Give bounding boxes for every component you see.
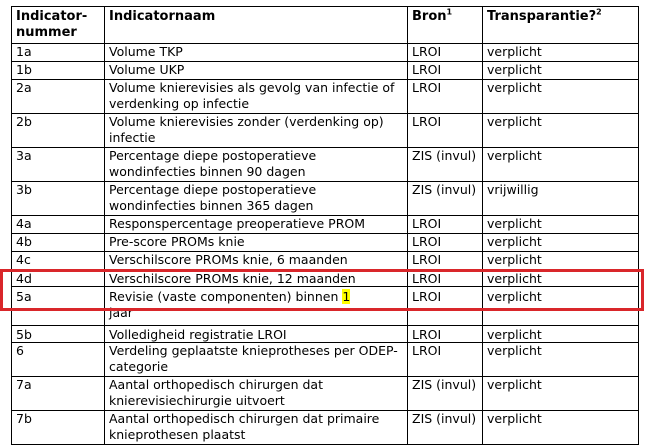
cell-transparency-text: verplicht bbox=[487, 327, 542, 342]
cell-name-post: jaar bbox=[109, 305, 133, 320]
cell-source: LROI bbox=[408, 44, 483, 62]
cell-source bbox=[408, 326, 483, 343]
table-row bbox=[12, 326, 639, 343]
cell-source: ZIS (invul) bbox=[408, 411, 483, 445]
header-source bbox=[408, 7, 483, 44]
cell-number bbox=[12, 270, 105, 287]
table-row bbox=[12, 234, 639, 252]
cell-transparency: verplicht bbox=[483, 343, 639, 377]
cell-name: Aantal orthopedisch chirurgen dat primaire knieprothesen plaatst bbox=[105, 411, 408, 445]
cell-transparency bbox=[483, 270, 639, 287]
table-row bbox=[12, 216, 639, 234]
cell-transparency: verplicht bbox=[483, 234, 639, 252]
cell-source: LROI bbox=[408, 80, 483, 114]
cell-name: Verschilscore PROMs knie, 6 maanden bbox=[105, 252, 408, 270]
table-row bbox=[12, 114, 639, 148]
cell-source: ZIS (invul) bbox=[408, 148, 483, 182]
cell-number: 5a bbox=[12, 287, 105, 326]
cell-source: LROI bbox=[408, 287, 483, 326]
cell-number: 6 bbox=[12, 343, 105, 377]
cell-name bbox=[105, 287, 408, 326]
cell-name: Volume knierevisies als gevolg van infectie of verdenking op infectie bbox=[105, 80, 408, 114]
cell-transparency: verplicht bbox=[483, 44, 639, 62]
cell-number-text: 5b bbox=[16, 327, 32, 342]
cell-name bbox=[105, 270, 408, 287]
table-row bbox=[12, 182, 639, 216]
cell-number: 7b bbox=[12, 411, 105, 445]
header-row bbox=[12, 7, 639, 44]
cell-number: 1b bbox=[12, 62, 105, 80]
header-transparency-label: Transparantie? bbox=[487, 9, 597, 24]
cell-source: LROI bbox=[408, 234, 483, 252]
cell-transparency: verplicht bbox=[483, 62, 639, 80]
cell-source-text: LROI bbox=[412, 271, 442, 286]
table-row bbox=[12, 270, 639, 287]
cell-name: Volume TKP bbox=[105, 44, 408, 62]
header-source-footnote: 1 bbox=[446, 7, 453, 17]
cell-number: 2b bbox=[12, 114, 105, 148]
cell-number: 4a bbox=[12, 216, 105, 234]
highlighted-text: 1 bbox=[342, 289, 351, 304]
cell-number: 4c bbox=[12, 252, 105, 270]
cell-source: LROI bbox=[408, 62, 483, 80]
header-indicator-number: Indicator- nummer bbox=[12, 7, 105, 44]
cell-number: 4b bbox=[12, 234, 105, 252]
table-row-highlighted bbox=[12, 287, 639, 326]
cell-name: Aantal orthopedisch chirurgen dat knierevisiechirurgie uitvoert bbox=[105, 377, 408, 411]
cell-name-pre: Revisie (vaste componenten) binnen bbox=[109, 289, 343, 304]
cell-source: ZIS (invul) bbox=[408, 182, 483, 216]
indicator-table bbox=[11, 6, 639, 445]
cell-name: Percentage diepe postoperatieve wondinfecties binnen 365 dagen bbox=[105, 182, 408, 216]
cell-name: Volume UKP bbox=[105, 62, 408, 80]
cell-name: Pre-score PROMs knie bbox=[105, 234, 408, 252]
cell-source bbox=[408, 270, 483, 287]
cell-name bbox=[105, 326, 408, 343]
header-transparency-footnote: 2 bbox=[596, 7, 602, 17]
table-row bbox=[12, 44, 639, 62]
cell-source-text: LROI bbox=[412, 327, 442, 342]
cell-number bbox=[12, 326, 105, 343]
cell-transparency: verplicht bbox=[483, 252, 639, 270]
table-row bbox=[12, 411, 639, 445]
cell-transparency: verplicht bbox=[483, 216, 639, 234]
cell-transparency-text: verplicht bbox=[487, 271, 542, 286]
cell-number: 1a bbox=[12, 44, 105, 62]
cell-name-text: Verschilscore PROMs knie, 12 maanden bbox=[109, 271, 356, 286]
cell-name: Verdeling geplaatste knieprotheses per ODEP-categorie bbox=[105, 343, 408, 377]
cell-source: LROI bbox=[408, 216, 483, 234]
cell-transparency: verplicht bbox=[483, 114, 639, 148]
cell-transparency: verplicht bbox=[483, 411, 639, 445]
table-row bbox=[12, 148, 639, 182]
header-source-label: Bron bbox=[412, 9, 447, 24]
table-row bbox=[12, 343, 639, 377]
cell-transparency: verplicht bbox=[483, 287, 639, 326]
cell-name-text: Volledigheid registratie LROI bbox=[109, 327, 287, 342]
cell-source: ZIS (invul) bbox=[408, 377, 483, 411]
cell-transparency: verplicht bbox=[483, 148, 639, 182]
cell-number: 3b bbox=[12, 182, 105, 216]
cell-number: 3a bbox=[12, 148, 105, 182]
cell-source: LROI bbox=[408, 114, 483, 148]
cell-name: Percentage diepe postoperatieve wondinfecties binnen 90 dagen bbox=[105, 148, 408, 182]
cell-transparency: verplicht bbox=[483, 80, 639, 114]
cell-source: LROI bbox=[408, 252, 483, 270]
cell-transparency bbox=[483, 326, 639, 343]
header-indicator-name: Indicatornaam bbox=[105, 7, 408, 44]
table-row bbox=[12, 377, 639, 411]
cell-transparency: verplicht bbox=[483, 377, 639, 411]
header-transparency bbox=[483, 7, 639, 44]
cell-name: Volume knierevisies zonder (verdenking op) infectie bbox=[105, 114, 408, 148]
table-row bbox=[12, 252, 639, 270]
table-row bbox=[12, 62, 639, 80]
table-row bbox=[12, 80, 639, 114]
cell-number: 2a bbox=[12, 80, 105, 114]
cell-source: LROI bbox=[408, 343, 483, 377]
cell-transparency: vrijwillig bbox=[483, 182, 639, 216]
cell-number: 7a bbox=[12, 377, 105, 411]
cell-name: Responspercentage preoperatieve PROM bbox=[105, 216, 408, 234]
cell-number-text: 4d bbox=[16, 271, 32, 286]
